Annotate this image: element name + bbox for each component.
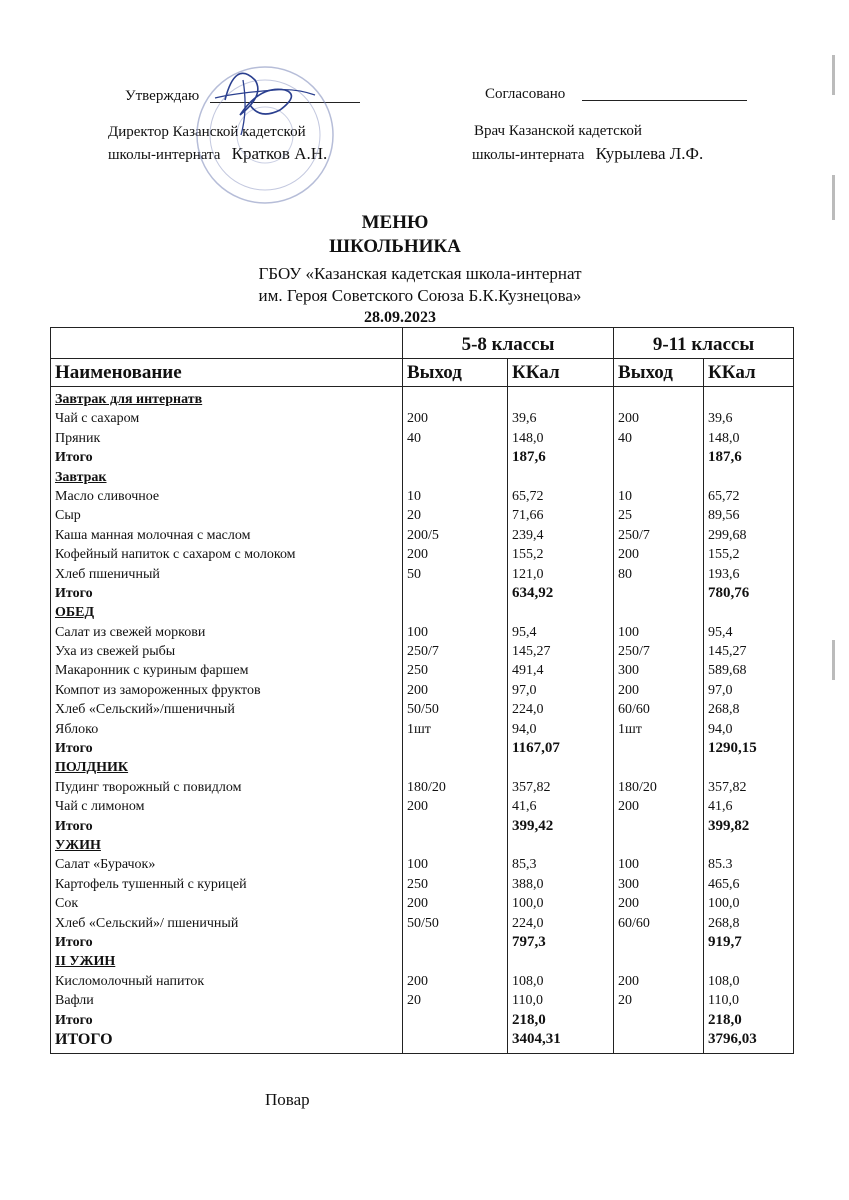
output-value: 300 — [618, 663, 640, 679]
output-value — [618, 817, 699, 836]
kcal-value: 797,3 — [512, 933, 546, 950]
kcal-value: 224,0 — [512, 915, 544, 931]
kcal-value: 399,82 — [708, 817, 750, 834]
page-subtitle: ШКОЛЬНИКА — [329, 236, 461, 257]
kcal-value: 268,8 — [708, 915, 740, 931]
dish-name: Кофейный напиток с сахаром с молоком — [55, 547, 296, 563]
output-value: 100 — [618, 857, 640, 873]
dish-name: Макаронник с куриным фаршем — [55, 663, 249, 679]
doctor-school: школы-интерната — [472, 147, 585, 163]
output-value — [618, 1030, 699, 1049]
output-value — [407, 836, 503, 855]
output-value: 250 — [407, 663, 428, 679]
output-value — [407, 390, 503, 409]
kcal-value — [512, 468, 609, 487]
kcal-value: 218,0 — [708, 1011, 742, 1028]
dish-name: Завтрак — [55, 469, 107, 485]
kcal-value: 145,27 — [708, 644, 747, 660]
organization-line-1: ГБОУ «Казанская кадетская школа-интернат — [258, 264, 582, 283]
output-value: 40 — [407, 430, 421, 446]
output-value: 200 — [407, 799, 428, 815]
kcal-value — [512, 836, 609, 855]
kcal-value: 780,76 — [708, 584, 750, 601]
dish-name: II УЖИН — [55, 954, 116, 970]
output-value — [407, 933, 503, 952]
output-value — [618, 448, 699, 467]
output-value: 25 — [618, 508, 633, 524]
output-value — [407, 448, 503, 467]
kcal-value: 155,2 — [512, 547, 544, 563]
kcal-value: 97,0 — [708, 682, 733, 698]
kcal-value: 65,72 — [512, 488, 544, 504]
dish-name: Итого — [55, 934, 93, 950]
output-value: 200 — [407, 547, 428, 563]
kcal-value: 299,68 — [708, 527, 747, 543]
kcal-value: 108,0 — [708, 973, 740, 989]
dish-name: УЖИН — [55, 837, 101, 853]
group-header-row — [51, 328, 794, 359]
output-value: 40 — [618, 430, 633, 446]
kcal-value: 100,0 — [512, 896, 544, 912]
dish-name: Уха из свежей рыбы — [55, 644, 176, 660]
group-5-8: 5-8 классы — [403, 328, 614, 359]
director-title: Директор Казанской кадетской — [108, 124, 306, 140]
kcal-value: 65,72 — [708, 488, 740, 504]
col-output-header: Выход — [403, 359, 508, 387]
kcal-value: 3404,31 — [512, 1030, 561, 1047]
kcal-value: 148,0 — [708, 430, 740, 446]
output-value — [618, 836, 699, 855]
output-value: 200 — [407, 682, 428, 698]
agree-label: Согласовано — [485, 86, 566, 102]
output-value: 10 — [618, 488, 633, 504]
output-value: 200 — [618, 799, 640, 815]
output-value: 80 — [618, 566, 633, 582]
kcal-value: 95,4 — [708, 624, 733, 640]
dish-name: Вафли — [55, 993, 94, 1009]
kcal-value: 634,92 — [512, 584, 554, 601]
kcal-value: 919,7 — [708, 933, 742, 950]
kcal-value: 41,6 — [708, 799, 733, 815]
col-name-header: Наименование — [51, 359, 403, 387]
output-value: 200 — [618, 547, 640, 563]
dish-name: Картофель тушенный с курицей — [55, 876, 247, 892]
output-value: 200/5 — [407, 527, 439, 543]
official-stamp-icon — [185, 40, 345, 210]
output-value: 180/20 — [407, 779, 446, 795]
kcal-value: 41,6 — [512, 799, 537, 815]
dish-name: Яблоко — [55, 721, 99, 737]
kcal-value: 218,0 — [512, 1011, 546, 1028]
kcal-value: 94,0 — [512, 721, 537, 737]
output-value: 250/7 — [618, 527, 650, 543]
kcal-value — [708, 952, 789, 971]
kcal-value: 121,0 — [512, 566, 544, 582]
kcal-value: 108,0 — [512, 973, 544, 989]
output-value: 200 — [618, 896, 640, 912]
dish-name: Каша манная молочная с маслом — [55, 527, 251, 543]
column-header-row — [51, 359, 794, 387]
doctor-signature-block — [472, 144, 703, 164]
output-value: 1шт — [618, 721, 642, 737]
director-school: школы-интерната — [108, 147, 221, 163]
kcal-value: 193,6 — [708, 566, 740, 582]
kcal-value — [708, 758, 789, 777]
dish-name: Итого — [55, 741, 93, 757]
output-value: 200 — [618, 973, 640, 989]
col-kcal-header: ККал — [508, 359, 614, 387]
dish-name: Итого — [55, 585, 93, 601]
dish-name: ОБЕД — [55, 605, 95, 621]
kcal-value: 3796,03 — [708, 1030, 757, 1047]
kcal-value — [708, 836, 789, 855]
dish-name: Чай с сахаром — [55, 411, 140, 427]
output-value: 200 — [407, 896, 428, 912]
kcal-value: 148,0 — [512, 430, 544, 446]
kcal-value: 94,0 — [708, 721, 733, 737]
output-value — [407, 817, 503, 836]
output-value: 50/50 — [407, 702, 439, 718]
menu-date: 28.09.2023 — [364, 309, 436, 326]
kcal-value: 187,6 — [512, 449, 546, 466]
kcal-5-8-column — [508, 387, 614, 1054]
kcal-value: 39,6 — [708, 411, 733, 427]
group-header-empty — [51, 328, 403, 359]
dish-name: Итого — [55, 1012, 93, 1028]
doctor-title: Врач Казанской кадетской — [474, 123, 642, 139]
output-value: 250 — [407, 876, 428, 892]
director-name: Кратков А.Н. — [231, 144, 328, 163]
dish-name: Хлеб «Сельский»/ пшеничный — [55, 915, 239, 931]
kcal-value: 357,82 — [512, 779, 551, 795]
menu-table — [50, 327, 794, 1054]
kcal-value: 239,4 — [512, 527, 544, 543]
output-value — [618, 1011, 699, 1030]
dish-name: Сыр — [55, 508, 81, 524]
kcal-value — [512, 758, 609, 777]
kcal-value — [708, 390, 789, 409]
output-value — [618, 468, 699, 487]
dish-name: Итого — [55, 818, 93, 834]
organization-line-2: им. Героя Советского Союза Б.К.Кузнецова» — [258, 286, 582, 305]
kcal-value: 399,42 — [512, 817, 554, 834]
kcal-value: 1167,07 — [512, 740, 560, 757]
kcal-value: 39,6 — [512, 411, 537, 427]
output-value: 200 — [618, 411, 640, 427]
output-value: 20 — [618, 993, 633, 1009]
output-value: 20 — [407, 508, 421, 524]
output-value — [618, 390, 699, 409]
output-value — [407, 1011, 503, 1030]
doctor-signature-line — [582, 84, 747, 101]
output-value: 50/50 — [407, 915, 439, 931]
kcal-value: 89,56 — [708, 508, 740, 524]
col-kcal-header-2: ККал — [704, 359, 794, 387]
output-value — [618, 603, 699, 622]
kcal-value — [708, 603, 789, 622]
dish-name: ИТОГО — [55, 1030, 113, 1048]
kcal-value: 187,6 — [708, 449, 742, 466]
output-value — [618, 952, 699, 971]
output-value: 200 — [618, 682, 640, 698]
kcal-value: 100,0 — [708, 896, 740, 912]
kcal-value — [512, 952, 609, 971]
kcal-value: 1290,15 — [708, 740, 757, 757]
scan-artifact — [832, 55, 835, 95]
dish-name: Сок — [55, 896, 79, 912]
dish-name: Салат из свежей моркови — [55, 624, 206, 640]
output-value: 10 — [407, 488, 421, 504]
dish-name: Хлеб «Сельский»/пшеничный — [55, 702, 235, 718]
kcal-value — [708, 468, 789, 487]
kcal-value: 465,6 — [708, 876, 740, 892]
output-value: 50 — [407, 566, 421, 582]
output-value: 250/7 — [618, 644, 650, 660]
kcal-value: 110,0 — [512, 993, 543, 1009]
kcal-value: 224,0 — [512, 702, 544, 718]
dish-names-column — [51, 387, 403, 1054]
output-value: 250/7 — [407, 644, 439, 660]
dish-name: Кисломолочный напиток — [55, 973, 205, 989]
dish-name: Итого — [55, 450, 93, 466]
output-value — [618, 584, 699, 603]
dish-name: Хлеб пшеничный — [55, 566, 160, 582]
kcal-value: 110,0 — [708, 993, 739, 1009]
scan-artifact — [832, 175, 835, 220]
doctor-name: Курылева Л.Ф. — [595, 144, 704, 163]
kcal-value — [512, 390, 609, 409]
output-value: 60/60 — [618, 702, 650, 718]
menu-body-row — [51, 387, 794, 1054]
kcal-9-11-column — [704, 387, 794, 1054]
output-value — [407, 758, 503, 777]
kcal-value: 268,8 — [708, 702, 740, 718]
output-value — [618, 933, 699, 952]
dish-name: Чай с лимоном — [55, 799, 145, 815]
kcal-value: 357,82 — [708, 779, 747, 795]
dish-name: Пряник — [55, 430, 101, 446]
output-value: 100 — [407, 624, 428, 640]
kcal-value: 85.3 — [708, 857, 733, 873]
output-value: 100 — [407, 857, 428, 873]
cook-label: Повар — [265, 1090, 310, 1109]
output-value — [407, 739, 503, 758]
output-value — [618, 758, 699, 777]
kcal-value: 97,0 — [512, 682, 537, 698]
dish-name: Компот из замороженных фруктов — [55, 682, 261, 698]
output-value: 20 — [407, 993, 421, 1009]
output-value — [407, 584, 503, 603]
approve-label: Утверждаю — [125, 88, 200, 104]
kcal-value — [512, 603, 609, 622]
output-value — [407, 1030, 503, 1049]
dish-name: Пудинг творожный с повидлом — [55, 779, 242, 795]
kcal-value: 85,3 — [512, 857, 537, 873]
page-title: МЕНЮ — [361, 212, 429, 233]
dish-name: Масло сливочное — [55, 488, 160, 504]
kcal-value: 388,0 — [512, 876, 544, 892]
dish-name: Завтрак для интернатв — [55, 392, 203, 407]
output-9-11-column — [614, 387, 704, 1054]
kcal-value: 491,4 — [512, 663, 544, 679]
dish-name: ПОЛДНИК — [55, 760, 129, 776]
output-value — [618, 739, 699, 758]
output-value: 200 — [407, 973, 428, 989]
output-value — [407, 603, 503, 622]
scan-artifact — [832, 640, 835, 680]
output-value: 180/20 — [618, 779, 657, 795]
output-value: 200 — [407, 411, 428, 427]
kcal-value: 589,68 — [708, 663, 747, 679]
output-value: 300 — [618, 876, 640, 892]
kcal-value: 95,4 — [512, 624, 537, 640]
output-value — [407, 468, 503, 487]
group-9-11: 9-11 классы — [614, 328, 794, 359]
output-value: 60/60 — [618, 915, 650, 931]
output-5-8-column — [403, 387, 508, 1054]
col-output-header-2: Выход — [614, 359, 704, 387]
output-value: 100 — [618, 624, 640, 640]
output-value — [407, 952, 503, 971]
kcal-value: 145,27 — [512, 644, 551, 660]
dish-name: Салат «Бурачок» — [55, 857, 156, 873]
kcal-value: 71,66 — [512, 508, 544, 524]
output-value: 1шт — [407, 721, 431, 737]
kcal-value: 155,2 — [708, 547, 740, 563]
